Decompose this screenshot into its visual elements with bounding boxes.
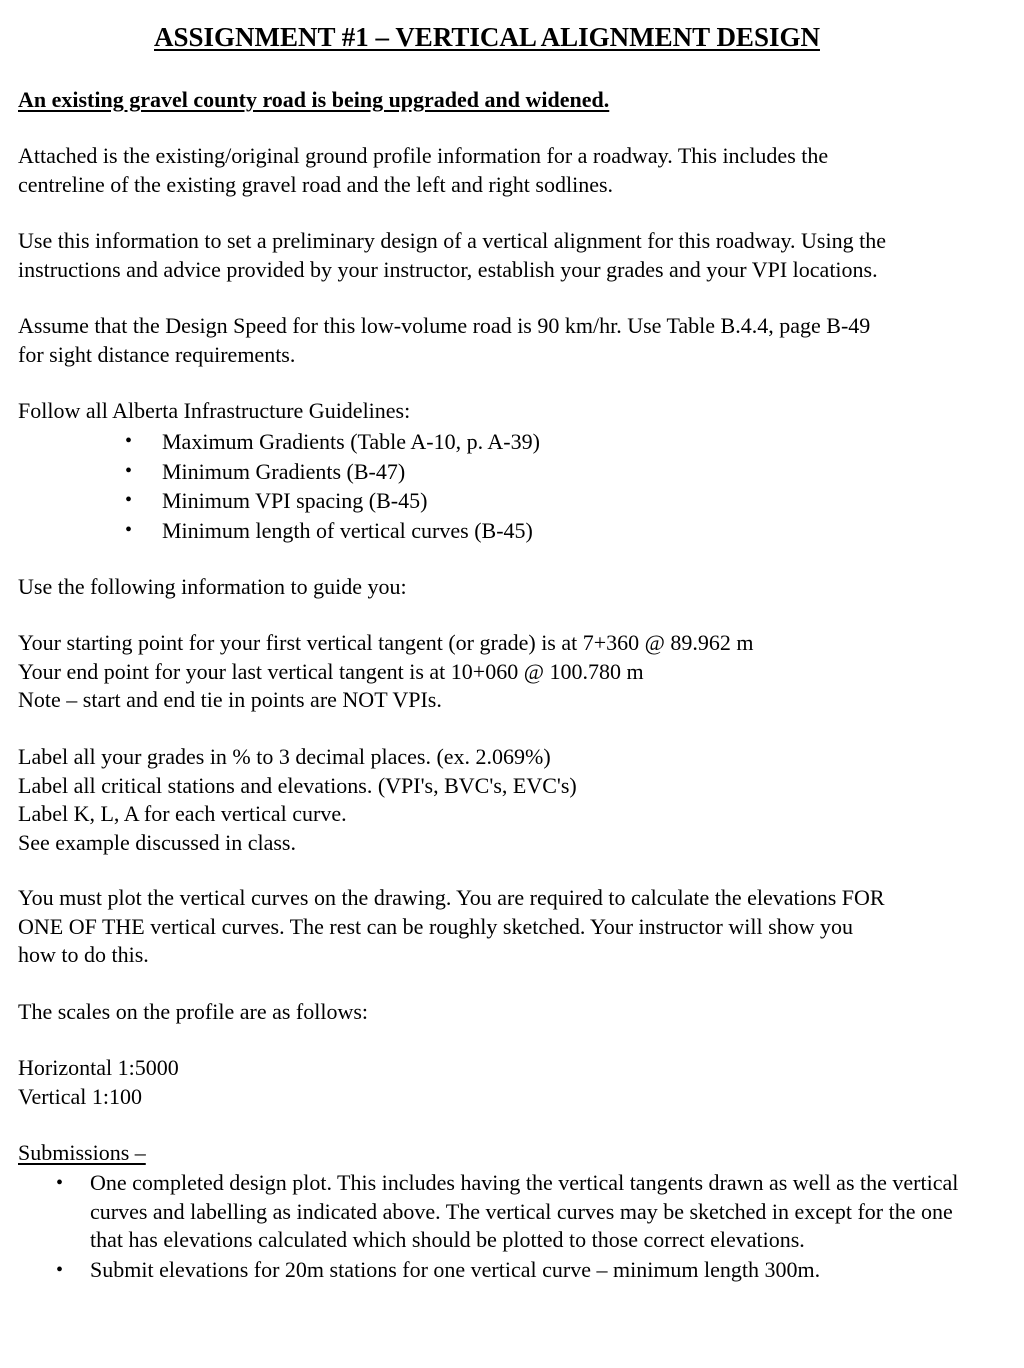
bullet-icon: •	[125, 430, 133, 452]
text-line: Your starting point for your first vertical tangent (or grade) is at 7+360 @ 89.962 m	[18, 630, 754, 655]
subtitle: An existing gravel county road is being upgraded and widened.	[18, 87, 610, 112]
bullet-icon: •	[56, 1258, 64, 1281]
guidelines-intro	[18, 397, 978, 426]
list-item	[120, 457, 540, 487]
text-line: Assume that the Design Speed for this low-volume road is 90 km/hr. Use Table B.4.4, page B-49	[18, 313, 871, 338]
list-item	[48, 1169, 968, 1255]
text-line: See example discussed in class.	[18, 829, 296, 855]
text-line: ONE OF THE vertical curves. The rest can be roughly sketched. Your instructor will show you	[18, 913, 854, 939]
list-item-text: Minimum length of vertical curves (B-45)	[162, 517, 533, 543]
tie-in-paragraph	[18, 629, 978, 715]
scales-intro	[18, 998, 978, 1027]
bullet-icon: •	[125, 489, 133, 511]
list-item-text: Minimum VPI spacing (B-45)	[162, 488, 428, 513]
list-item	[120, 427, 540, 457]
list-item-text: Submit elevations for 20m stations for one vertical curve – minimum length 300m.	[90, 1256, 821, 1282]
list-item	[120, 486, 540, 516]
text-line: Submissions –	[18, 1140, 146, 1165]
intro-paragraph	[18, 142, 978, 199]
text-line: Label K, L, A for each vertical curve.	[18, 801, 347, 826]
text-line: The scales on the profile are as follows:	[18, 999, 369, 1024]
design-speed-paragraph	[18, 312, 978, 369]
text-line: Attached is the existing/original ground profile information for a roadway. This includes the	[18, 143, 829, 168]
text-line: Use this information to set a preliminary design of a vertical alignment for this roadway. Using the	[18, 228, 886, 253]
bullet-icon: •	[56, 1172, 64, 1194]
text-line: Your end point for your last vertical tangent is at 10+060 @ 100.780 m	[18, 658, 644, 684]
submissions-heading	[18, 1139, 978, 1168]
guide-intro	[18, 573, 978, 602]
scales-paragraph	[18, 1054, 978, 1111]
text-line: Vertical 1:100	[18, 1083, 143, 1109]
text-line: centreline of the existing gravel road and the left and right sodlines.	[18, 171, 614, 197]
bullet-icon: •	[125, 518, 133, 541]
text-line: instructions and advice provided by your instructor, establish your grades and your VPI locations.	[18, 256, 878, 282]
page-title: ASSIGNMENT #1 – VERTICAL ALIGNMENT DESIGN	[154, 22, 820, 52]
text-line: for sight distance requirements.	[18, 341, 296, 367]
guidelines-list	[120, 427, 540, 545]
plot-paragraph	[18, 884, 978, 970]
text-line: You must plot the vertical curves on the drawing. You are required to calculate the elevations FOR	[18, 885, 885, 910]
text-line: Use the following information to guide you:	[18, 574, 407, 599]
list-item-text: One completed design plot. This includes having the vertical tangents drawn as well as the vertical curves and labelling as indicated above. The vertical curves may be sketched in except for the one that has elevations calculated which should be plotted to those correct elevations.	[90, 1170, 959, 1252]
text-line: Note – start and end tie in points are NOT VPIs.	[18, 687, 442, 712]
text-line: how to do this.	[18, 942, 149, 967]
list-item-text: Minimum Gradients (B-47)	[162, 458, 406, 484]
text-line: Label all critical stations and elevations. (VPI's, BVC's, EVC's)	[18, 772, 577, 798]
list-item	[48, 1256, 968, 1285]
bullet-icon: •	[125, 459, 133, 482]
list-item	[120, 516, 540, 546]
list-item-text: Maximum Gradients (Table A-10, p. A-39)	[162, 429, 540, 454]
text-line: Horizontal 1:5000	[18, 1055, 179, 1080]
labels-paragraph	[18, 743, 978, 857]
submissions-list	[48, 1169, 968, 1285]
text-line: Follow all Alberta Infrastructure Guidelines:	[18, 398, 411, 423]
text-line: Label all your grades in % to 3 decimal places. (ex. 2.069%)	[18, 744, 551, 769]
design-paragraph	[18, 227, 978, 284]
